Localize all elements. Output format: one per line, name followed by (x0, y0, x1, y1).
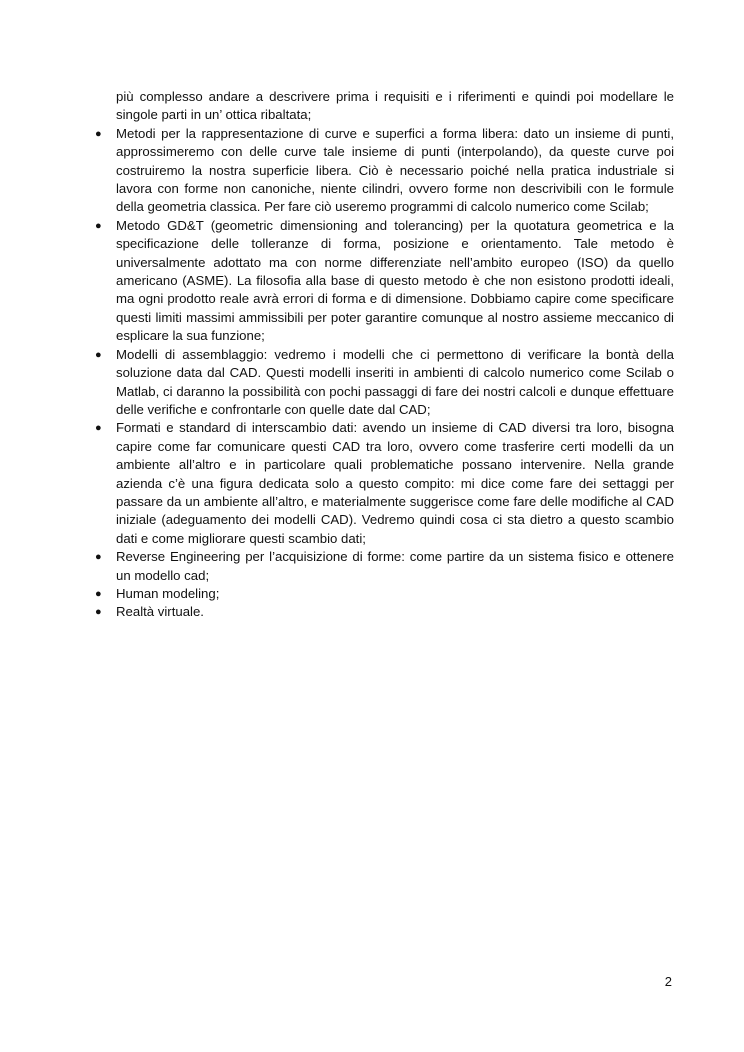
list-item-text: Realtà virtuale. (116, 604, 204, 620)
list-item (92, 125, 674, 217)
bullet-icon: ● (95, 422, 102, 435)
bullet-icon: ● (95, 219, 102, 232)
list-item (92, 603, 674, 621)
bullet-icon: ● (95, 587, 102, 600)
list-item (92, 419, 674, 548)
list-item-text: Modelli di assemblaggio: vedremo i modelli che ci permettono di verificare la bontà della soluzione data dal CAD. Questi modelli inseriti in ambienti di calcolo numerico come Scilab o Matlab, ci daranno la possibilità con pochi passaggi di fare dei nostri calcoli e dunque effettuare delle verifiche e confrontarle con quelle date dal CAD; (116, 346, 674, 417)
bullet-list (92, 125, 674, 622)
bullet-icon: ● (95, 348, 102, 361)
list-item-text: Metodo GD&T (geometric dimensioning and tolerancing) per la quotatura geometrica e la specificazione delle tolleranze di forma, posizione e orientamento. Tale metodo è universalmente adottato ma con norme differenziate nell’ambito europeo (ISO) da quello americano (ASME). La filosofia alla base di questo metodo è che non esistono prodotti ideali, ma ogni prodotto reale avrà errori di forma e di dimensione. Dobbiamo capire come specificare questi limiti massimi ammissibili per poter garantire comunque al nostro assieme meccanico di esplicare la sua funzione; (116, 217, 674, 344)
page-number: 2 (664, 974, 672, 989)
list-item-text: Metodi per la rappresentazione di curve e superfici a forma libera: dato un insieme di punti, approssimeremo con delle curve tale insieme di punti (interpolando), da queste curve poi costruiremo la nostra superficie libera. Ciò è necessario poiché nella pratica industriale si lavora con forme non canoniche, niente cilindri, ovvero forme non descrivibili con le formule della geometria classica. Per fare ciò useremo programmi di calcolo numerico come Scilab; (116, 125, 674, 215)
bullet-icon: ● (95, 606, 102, 619)
list-item (92, 585, 674, 603)
bullet-icon: ● (95, 551, 102, 564)
list-item (92, 548, 674, 585)
body-text (92, 88, 674, 622)
list-item-text: Human modeling; (116, 585, 220, 601)
continuation-paragraph: più complesso andare a descrivere prima i requisiti e i riferimenti e quindi poi modellare le singole parti in un’ ottica ribaltata; (116, 89, 674, 123)
list-item (92, 346, 674, 420)
list-item-text: Reverse Engineering per l’acquisizione di forme: come partire da un sistema fisico e ottenere un modello cad; (116, 549, 674, 583)
list-item (92, 217, 674, 346)
list-item-text: Formati e standard di interscambio dati: avendo un insieme di CAD diversi tra loro, bisogna capire come far comunicare questi CAD tra loro, ovvero come trasferire certi modelli da un ambiente all’altro e in particolare quali problematiche possano intervenire. Nella grande azienda c’è una figura dedicata solo a questo compito: mi dice come fare dei settaggi per passare da un ambiente all’altro, e materialmente suggerisce come fare delle modifiche al CAD iniziale (adeguamento dei modelli CAD). Vedremo quindi cosa ci sta dietro a questo scambio dati e come migliorare questi scambio dati; (116, 420, 674, 546)
bullet-icon: ● (95, 127, 102, 140)
